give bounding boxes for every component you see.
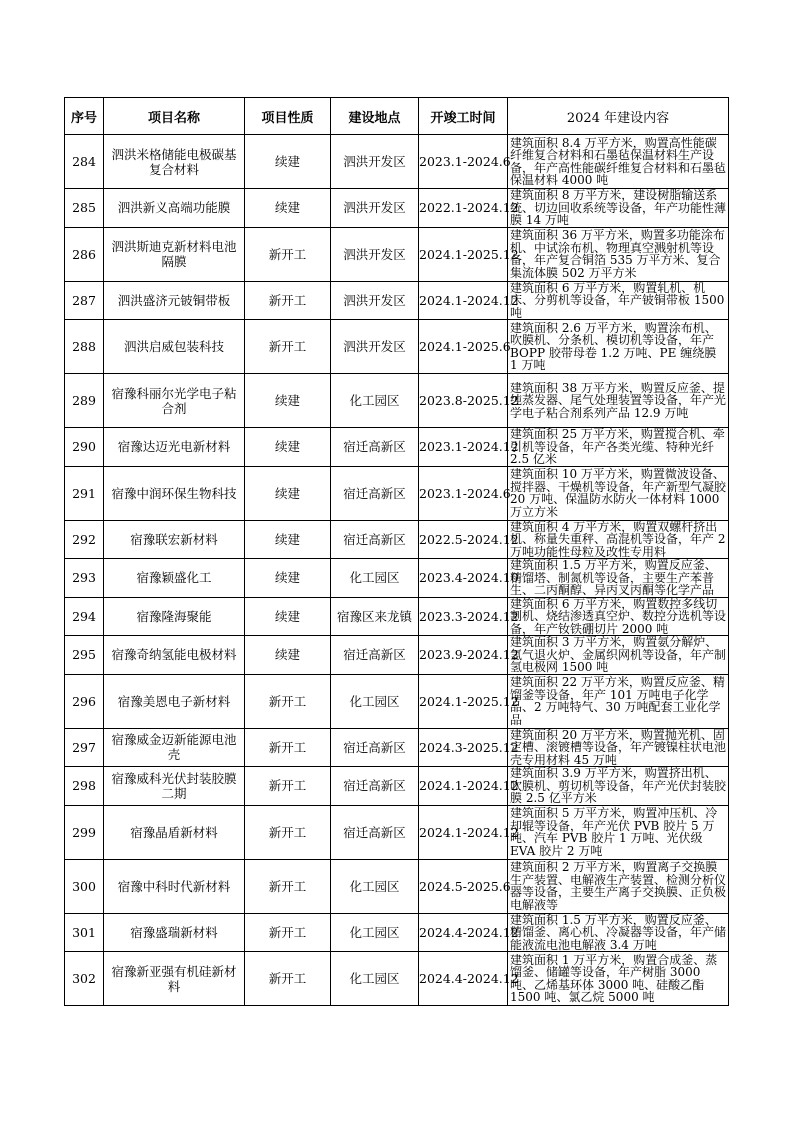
row-type: 续建 — [245, 466, 331, 520]
row-time: 2024.1-2025.6 — [419, 320, 508, 374]
row-name: 宿豫盛瑞新材料 — [104, 913, 245, 952]
table-row — [65, 466, 729, 520]
row-location: 宿迁高新区 — [331, 805, 419, 859]
row-location: 宿迁高新区 — [331, 428, 419, 467]
row-location: 化工园区 — [331, 913, 419, 952]
row-time: 2023.1-2024.6 — [419, 466, 508, 520]
project-table — [64, 97, 729, 1006]
header-no: 序号 — [65, 98, 104, 135]
row-time: 2023.1-2024.12 — [419, 428, 508, 467]
row-name: 宿豫奇纳氢能电极材料 — [104, 636, 245, 675]
row-content: 建筑面积 8 万平方米，建设树脂输送系统、切边回收系统等设备，年产功能性薄膜 14 万吨 — [508, 189, 729, 228]
row-location: 宿迁高新区 — [331, 520, 419, 559]
row-name: 宿豫颖盛化工 — [104, 559, 245, 598]
row-name: 泗洪盛济元铍铜带板 — [104, 281, 245, 320]
table-row — [65, 728, 729, 767]
row-type: 续建 — [245, 597, 331, 636]
row-no: 297 — [65, 728, 104, 767]
row-time: 2024.5-2025.6 — [419, 859, 508, 913]
row-content: 建筑面积 1.5 万平方米，购置反应釜、精馏塔、制氮机等设备，主要生产苯普生、二丙酮醇、异丙叉丙酮等化学产品 — [508, 559, 729, 598]
row-time: 2023.1-2024.6 — [419, 135, 508, 189]
table-header-row — [65, 98, 729, 135]
row-name: 宿豫美恩电子新材料 — [104, 674, 245, 728]
row-no: 285 — [65, 189, 104, 228]
row-name: 宿豫中科时代新材料 — [104, 859, 245, 913]
table-row — [65, 520, 729, 559]
row-location: 宿豫区来龙镇 — [331, 597, 419, 636]
row-no: 286 — [65, 227, 104, 281]
row-location: 化工园区 — [331, 674, 419, 728]
header-time: 开竣工时间 — [419, 98, 508, 135]
row-content: 建筑面积 3.9 万平方米，购置挤出机、吹膜机、剪切机等设备，年产光伏封装胶膜 2.5 亿平方米 — [508, 767, 729, 806]
row-content: 建筑面积 1 万平方米，购置合成釜、蒸馏釜、储罐等设备，年产树脂 3000 吨、乙烯基环体 3000 吨、硅酸乙酯 1500 吨、氯乙烷 5000 吨 — [508, 952, 729, 1006]
row-time: 2024.1-2025.12 — [419, 674, 508, 728]
row-no: 302 — [65, 952, 104, 1006]
row-name: 泗洪新义高端功能膜 — [104, 189, 245, 228]
row-location: 宿迁高新区 — [331, 466, 419, 520]
row-type: 新开工 — [245, 952, 331, 1006]
header-location: 建设地点 — [331, 98, 419, 135]
row-content: 建筑面积 22 万平方米，购置反应釜、精馏釜等设备，年产 101 万吨电子化学品、2 万吨特气、30 万吨配套工业化学品 — [508, 674, 729, 728]
table-row — [65, 189, 729, 228]
row-content: 建筑面积 2.6 万平方米，购置涂布机、吹膜机、分条机、模切机等设备，年产 BOPP 胶带母卷 1.2 万吨、PE 缠绕膜 1 万吨 — [508, 320, 729, 374]
table-row — [65, 320, 729, 374]
row-name: 宿豫中润环保生物科技 — [104, 466, 245, 520]
row-no: 288 — [65, 320, 104, 374]
row-no: 298 — [65, 767, 104, 806]
table-row — [65, 952, 729, 1006]
row-content: 建筑面积 3 万平方米，购置氨分解炉、氢气退火炉、金属织网机等设备，年产制氢电极网 1500 吨 — [508, 636, 729, 675]
row-type: 新开工 — [245, 227, 331, 281]
row-time: 2023.3-2024.12 — [419, 597, 508, 636]
row-type: 续建 — [245, 189, 331, 228]
row-location: 化工园区 — [331, 952, 419, 1006]
row-name: 宿豫达迈光电新材料 — [104, 428, 245, 467]
row-time: 2023.9-2024.12 — [419, 636, 508, 675]
row-content: 建筑面积 10 万平方米，购置微波设备、搅拌器、干燥机等设备，年产新型气凝胶 20 万吨、保温防水防火一体材料 1000 万立方米 — [508, 466, 729, 520]
row-location: 化工园区 — [331, 374, 419, 428]
row-no: 293 — [65, 559, 104, 598]
row-no: 292 — [65, 520, 104, 559]
row-location: 化工园区 — [331, 559, 419, 598]
table-row — [65, 913, 729, 952]
table-row — [65, 374, 729, 428]
table-row — [65, 428, 729, 467]
row-location: 泗洪开发区 — [331, 135, 419, 189]
table-row — [65, 227, 729, 281]
table-row — [65, 135, 729, 189]
row-time: 2024.4-2024.12 — [419, 913, 508, 952]
row-time: 2022.1-2024.12 — [419, 189, 508, 228]
row-content: 建筑面积 8.4 万平方米，购置高性能碳纤维复合材料和石墨毡保温材料生产设备，年产高性能碳纤维复合材料和石墨毡保温材料 4000 吨 — [508, 135, 729, 189]
table-row — [65, 636, 729, 675]
table-row — [65, 597, 729, 636]
row-name: 宿豫威科光伏封装胶膜二期 — [104, 767, 245, 806]
header-type: 项目性质 — [245, 98, 331, 135]
row-location: 宿迁高新区 — [331, 728, 419, 767]
row-time: 2023.8-2025.12 — [419, 374, 508, 428]
row-content: 建筑面积 6 万平方米，购置数控多线切割机、烧结渗透真空炉、数控分选机等设备，年产钕铁硼切片 2000 吨 — [508, 597, 729, 636]
row-location: 宿迁高新区 — [331, 636, 419, 675]
row-time: 2024.4-2024.12 — [419, 952, 508, 1006]
row-no: 295 — [65, 636, 104, 675]
row-no: 287 — [65, 281, 104, 320]
row-content: 建筑面积 25 万平方米，购置搅合机、牵引机等设备，年产各类光缆、特种光纤 2.5 亿米 — [508, 428, 729, 467]
row-name: 泗洪斯迪克新材料电池隔膜 — [104, 227, 245, 281]
row-content: 建筑面积 4 万平方米，购置双螺杆挤出机、称量失重秤、高混机等设备，年产 2 万吨功能性母粒及改性专用料 — [508, 520, 729, 559]
row-location: 宿迁高新区 — [331, 767, 419, 806]
row-type: 新开工 — [245, 281, 331, 320]
row-no: 291 — [65, 466, 104, 520]
row-content: 建筑面积 6 万平方米，购置轧机、机床、分剪机等设备，年产铍铜带板 1500 吨 — [508, 281, 729, 320]
row-type: 新开工 — [245, 859, 331, 913]
row-type: 新开工 — [245, 674, 331, 728]
row-content: 建筑面积 36 万平方米，购置多功能涂布机、中试涂布机、物理真空溅射机等设备，年产复合铜箔 535 万平方米、复合集流体膜 502 万平方米 — [508, 227, 729, 281]
row-no: 299 — [65, 805, 104, 859]
row-type: 新开工 — [245, 728, 331, 767]
row-content: 建筑面积 38 万平方米，购置反应釜、提纯蒸发器、尾气处理装置等设备，年产光学电子粘合剂系列产品 12.9 万吨 — [508, 374, 729, 428]
table-row — [65, 281, 729, 320]
row-time: 2024.1-2024.12 — [419, 767, 508, 806]
row-name: 泗洪米格储能电极碳基复合材料 — [104, 135, 245, 189]
row-time: 2024.3-2025.12 — [419, 728, 508, 767]
row-type: 新开工 — [245, 320, 331, 374]
row-no: 289 — [65, 374, 104, 428]
row-time: 2023.4-2024.10 — [419, 559, 508, 598]
row-name: 宿豫科丽尔光学电子粘合剂 — [104, 374, 245, 428]
row-name: 宿豫新亚强有机硅新材料 — [104, 952, 245, 1006]
row-type: 续建 — [245, 374, 331, 428]
row-time: 2024.1-2024.12 — [419, 805, 508, 859]
row-type: 新开工 — [245, 805, 331, 859]
header-content: 2024 年建设内容 — [508, 98, 729, 135]
row-name: 宿豫联宏新材料 — [104, 520, 245, 559]
row-location: 泗洪开发区 — [331, 189, 419, 228]
row-no: 301 — [65, 913, 104, 952]
row-no: 290 — [65, 428, 104, 467]
header-name: 项目名称 — [104, 98, 245, 135]
table-row — [65, 767, 729, 806]
row-type: 续建 — [245, 428, 331, 467]
table-row — [65, 859, 729, 913]
row-location: 泗洪开发区 — [331, 281, 419, 320]
row-type: 新开工 — [245, 767, 331, 806]
row-content: 建筑面积 2 万平方米，购置离子交换膜生产装置、电解液生产装置、检测分析仪器等设备，主要生产离子交换膜、正负极电解液等 — [508, 859, 729, 913]
row-time: 2024.1-2025.12 — [419, 227, 508, 281]
row-no: 294 — [65, 597, 104, 636]
table-row — [65, 805, 729, 859]
row-location: 泗洪开发区 — [331, 320, 419, 374]
row-location: 泗洪开发区 — [331, 227, 419, 281]
row-name: 宿豫晶盾新材料 — [104, 805, 245, 859]
row-type: 续建 — [245, 135, 331, 189]
row-name: 宿豫威金迈新能源电池壳 — [104, 728, 245, 767]
row-content: 建筑面积 20 万平方米，购置抛光机、固定槽、滚镀槽等设备，年产镀镍柱状电池壳专用材料 45 万吨 — [508, 728, 729, 767]
row-name: 宿豫隆海聚能 — [104, 597, 245, 636]
row-time: 2022.5-2024.12 — [419, 520, 508, 559]
row-type: 续建 — [245, 520, 331, 559]
table-row — [65, 674, 729, 728]
row-time: 2024.1-2024.12 — [419, 281, 508, 320]
row-type: 新开工 — [245, 913, 331, 952]
row-no: 284 — [65, 135, 104, 189]
row-no: 300 — [65, 859, 104, 913]
row-type: 续建 — [245, 559, 331, 598]
row-location: 化工园区 — [331, 859, 419, 913]
row-no: 296 — [65, 674, 104, 728]
row-type: 续建 — [245, 636, 331, 675]
row-content: 建筑面积 5 万平方米，购置冲压机、冷却辊等设备，年产光伏 PVB 胶片 5 万吨、汽车 PVB 胶片 1 万吨、光伏级 EVA 胶片 2 万吨 — [508, 805, 729, 859]
row-name: 泗洪启威包装科技 — [104, 320, 245, 374]
row-content: 建筑面积 1.5 万平方米，购置反应釜、精馏釜、离心机、冷凝器等设备，年产储能液流电池电解液 3.4 万吨 — [508, 913, 729, 952]
table-row — [65, 559, 729, 598]
